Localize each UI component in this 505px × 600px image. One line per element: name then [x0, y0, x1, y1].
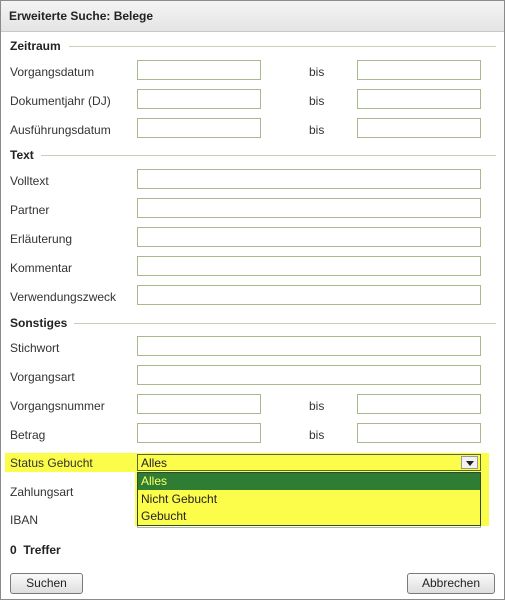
label-vorgangsnummer: Vorgangsnummer	[10, 399, 105, 413]
erlaeuterung-input[interactable]	[137, 227, 481, 247]
range-separator: bis	[309, 65, 325, 79]
betrag-to-input[interactable]	[357, 423, 481, 443]
volltext-input[interactable]	[137, 169, 481, 189]
section-sonstiges: Sonstiges	[10, 316, 68, 330]
cancel-button[interactable]: Abbrechen	[407, 573, 495, 594]
dialog-title: Erweiterte Suche: Belege	[9, 9, 154, 23]
result-count	[10, 543, 61, 557]
select-value: Alles	[141, 456, 168, 470]
vorgangsnummer-to-input[interactable]	[357, 394, 481, 414]
label-vorgangsdatum: Vorgangsdatum	[10, 65, 95, 79]
status-dropdown-list	[137, 472, 481, 526]
chevron-down-icon[interactable]	[461, 456, 478, 469]
range-separator: bis	[309, 123, 325, 137]
title-bar	[1, 1, 504, 32]
label-verwendungszweck: Verwendungszweck	[10, 290, 117, 304]
dropdown-option-alles[interactable]: Alles	[138, 473, 480, 490]
label-stichwort: Stichwort	[10, 341, 60, 355]
range-separator: bis	[309, 399, 325, 413]
label-dokumentjahr: Dokumentjahr (DJ)	[10, 94, 111, 108]
dokumentjahr-to-input[interactable]	[357, 89, 481, 109]
result-count-number: 0	[10, 543, 17, 557]
dropdown-option-gebucht[interactable]: Gebucht	[141, 509, 187, 523]
vorgangsart-input[interactable]	[137, 365, 481, 385]
ausfuehrungsdatum-from-input[interactable]	[137, 118, 261, 138]
label-zahlungsart: Zahlungsart	[10, 485, 74, 499]
vorgangsdatum-to-input[interactable]	[357, 60, 481, 80]
label-betrag: Betrag	[10, 428, 46, 442]
label-partner: Partner	[10, 203, 50, 217]
label-erlaeuterung: Erläuterung	[10, 232, 73, 246]
vorgangsdatum-from-input[interactable]	[137, 60, 261, 80]
range-separator: bis	[309, 94, 325, 108]
section-zeitraum: Zeitraum	[10, 39, 61, 53]
stichwort-input[interactable]	[137, 336, 481, 356]
label-ausfuehrungsdatum: Ausführungsdatum	[10, 123, 111, 137]
label-iban: IBAN	[10, 513, 39, 527]
label-status-gebucht: Status Gebucht	[10, 456, 93, 470]
partner-input[interactable]	[137, 198, 481, 218]
range-separator: bis	[309, 428, 325, 442]
section-divider	[41, 155, 496, 156]
section-divider	[69, 46, 496, 47]
status-gebucht-select[interactable]	[137, 454, 481, 471]
result-count-label: Treffer	[23, 543, 61, 557]
label-vorgangsart: Vorgangsart	[10, 370, 75, 384]
label-volltext: Volltext	[10, 174, 49, 188]
ausfuehrungsdatum-to-input[interactable]	[357, 118, 481, 138]
kommentar-input[interactable]	[137, 256, 481, 276]
dokumentjahr-from-input[interactable]	[137, 89, 261, 109]
section-text: Text	[10, 148, 34, 162]
dropdown-option-nicht-gebucht[interactable]: Nicht Gebucht	[141, 492, 218, 506]
search-button[interactable]: Suchen	[10, 573, 83, 594]
vorgangsnummer-from-input[interactable]	[137, 394, 261, 414]
label-kommentar: Kommentar	[10, 261, 73, 275]
section-divider	[74, 323, 496, 324]
betrag-from-input[interactable]	[137, 423, 261, 443]
verwendungszweck-input[interactable]	[137, 285, 481, 305]
